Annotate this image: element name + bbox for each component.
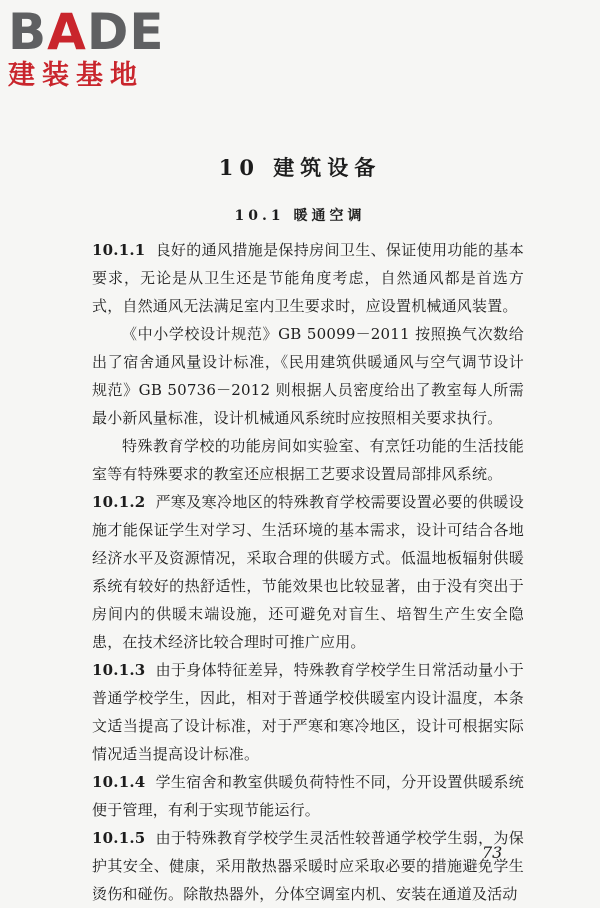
clause-number: 10.1.1 <box>92 241 146 259</box>
document-body <box>92 236 524 908</box>
clause-text: 严寒及寒冷地区的特殊教育学校需要设置必要的供暖设施才能保证学生对学习、生活环境的基本需求，设计可结合各地经济水平及资源情况，采取合理的供暖方式。低温地板辐射供暖系统有较好的热舒适性，节能效果也比较显著，由于没有突出于房间内的供暖末端设施，还可避免对盲生、培智生产生安全隐患，在技术经济比较合理时可推广应用。 <box>92 493 524 651</box>
logo <box>8 3 178 92</box>
paragraph: 《中小学校设计规范》GB 50099－2011 按照换气次数给出了宿舍通风量设计标准，《民用建筑供暖通风与空气调节设计规范》GB 50736－2012 则根据人员密度给出了教室每人所需最小新风量标准，设计机械通风系统时应按照相关要求执行。 <box>92 325 524 427</box>
paragraph: 特殊教育学校的功能房间如实验室、有烹饪功能的生活技能室等有特殊要求的教室还应根据工艺要求设置局部排风系统。 <box>92 437 524 483</box>
logo-subtitle: 建装基地 <box>8 60 144 91</box>
clause-paragraph <box>92 656 524 768</box>
clause-paragraph <box>92 824 524 908</box>
clause-text: 由于身体特征差异，特殊教育学校学生日常活动量小于普通学校学生，因此，相对于普通学校供暖室内设计温度，本条文适当提高了设计标准，对于严寒和寒冷地区，设计可根据实际情况适当提高设计标准。 <box>92 661 524 763</box>
clause-number: 10.1.5 <box>92 829 146 847</box>
clause-text: 由于特殊教育学校学生灵活性较普通学校学生弱，为保护其安全、健康，采用散热器采暖时应采取必要的措施避免学生烫伤和碰伤。除散热器外，分体空调室内机、安装在通道及活动 <box>92 829 524 903</box>
clause-paragraph <box>92 488 524 656</box>
logo-accent-letter: A <box>47 3 87 61</box>
logo-wordmark: BADE <box>8 3 165 61</box>
section-title: 10.1 暖通空调 <box>234 208 366 224</box>
clause-number: 10.1.2 <box>92 493 146 511</box>
clause-text: 良好的通风措施是保持房间卫生、保证使用功能的基本要求，无论是从卫生还是节能角度考虑，自然通风都是首选方式，自然通风无法满足室内卫生要求时，应设置机械通风装置。 <box>92 241 524 315</box>
clause-number: 10.1.3 <box>92 661 146 679</box>
clause-number: 10.1.4 <box>92 773 146 791</box>
clause-text: 学生宿舍和教室供暖负荷特性不同，分开设置供暖系统便于管理，有利于实现节能运行。 <box>92 773 524 819</box>
clause-paragraph <box>92 768 524 824</box>
clause-paragraph <box>92 236 524 320</box>
page-number: 73 <box>482 843 503 862</box>
chapter-title: 10 建筑设备 <box>218 155 382 180</box>
